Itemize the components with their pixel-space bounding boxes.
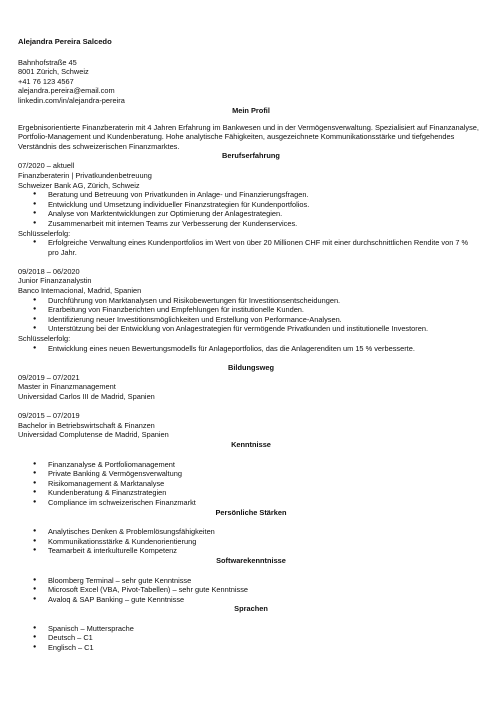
success-label: Schlüsselerfolg: [18, 334, 71, 344]
list-item: ● Zusammenarbeit mit internen Teams zur Verbesserung der Kundenservices. [18, 219, 484, 229]
list-item: ● Teamarbeit & interkulturelle Kompetenz [18, 546, 484, 556]
education-entry [18, 411, 484, 440]
success-list [18, 238, 484, 257]
job-company: Schweizer Bank AG, Zürich, Schweiz [18, 180, 140, 190]
success-label: Schlüsselerfolg: [18, 228, 71, 238]
job-entry [18, 161, 484, 257]
contact-linkedin: linkedin.com/in/alejandra-pereira [18, 95, 125, 105]
job-role: Finanzberaterin | Privatkundenbetreuung [18, 170, 152, 180]
strengths-heading: Persönliche Stärken [215, 507, 287, 517]
software-list [18, 576, 484, 605]
profile-heading: Mein Profil [232, 105, 270, 115]
list-item: ● Entwicklung eines neuen Bewertungsmodells für Anlageportfolios, das die Anlagerenditen um 15 % verbesserte. [18, 344, 484, 354]
education-period: 09/2019 – 07/2021 [18, 372, 80, 382]
job-tasks-list [18, 190, 484, 228]
list-item: ● Microsoft Excel (VBA, Pivot-Tabellen) – sehr gute Kenntnisse [18, 585, 484, 595]
job-company: Banco Internacional, Madrid, Spanien [18, 286, 142, 296]
list-item: ● Compliance im schweizerischen Finanzmarkt [18, 498, 484, 508]
education-degree: Bachelor in Betriebswirtschaft & Finanzen [18, 420, 155, 430]
contact-block [18, 58, 484, 106]
job-period: 07/2020 – aktuell [18, 161, 75, 171]
list-item: ● Erarbeitung von Finanzberichten und Empfehlungen für institutionelle Kunden. [18, 305, 484, 315]
job-role: Junior Finanzanalystin [18, 276, 92, 286]
list-item: ● Englisch – C1 [18, 643, 484, 653]
list-item: ● Kommunikationsstärke & Kundenorientierung [18, 537, 484, 547]
list-item: ● Finanzanalyse & Portfoliomanagement [18, 460, 484, 470]
list-item: ● Kundenberatung & Finanzstrategien [18, 488, 484, 498]
list-item: ● Erfolgreiche Verwaltung eines Kundenportfolios im Wert von über 20 Millionen CHF mit einer durchschnittlichen Rendite von 7 % pro Jahr. [18, 238, 484, 257]
contact-street: Bahnhofstraße 45 [18, 57, 77, 67]
list-item: ● Private Banking & Vermögensverwaltung [18, 469, 484, 479]
list-item: ● Identifizierung neuer Investitionsmöglichkeiten und Erstellung von Performance-Analysen. [18, 315, 484, 325]
profile-summary: Ergebnisorientierte Finanzberaterin mit 4 Jahren Erfahrung im Bankwesen und in der Vermögensverwaltung. Spezialisiert auf Finanzanalyse, Portfolio-Management und Kundenberatung. Hohe analytische Fähigkeiten, ausgezeichnete Kommunikationsstärke und tiefgehendes Verständnis des schweizerischen Finanzmarktes. [18, 122, 479, 151]
list-item: ● Unterstützung bei der Entwicklung von Anlagestrategien für vermögende Privatkunden und institutionelle Investoren. [18, 324, 484, 334]
contact-city: 8001 Zürich, Schweiz [18, 67, 89, 77]
education-school: Universidad Complutense de Madrid, Spanien [18, 430, 169, 440]
contact-email: alejandra.pereira@email.com [18, 86, 115, 96]
software-heading: Softwarekenntnisse [216, 555, 286, 565]
list-item: ● Bloomberg Terminal – sehr gute Kenntnisse [18, 576, 484, 586]
strengths-list [18, 527, 484, 556]
experience-heading: Berufserfahrung [222, 151, 280, 161]
education-heading: Bildungsweg [228, 362, 274, 372]
education-period: 09/2015 – 07/2019 [18, 411, 80, 421]
job-period: 09/2018 – 06/2020 [18, 266, 80, 276]
list-item: ● Durchführung von Marktanalysen und Risikobewertungen für Investitionsentscheidungen. [18, 296, 484, 306]
education-degree: Master in Finanzmanagement [18, 382, 116, 392]
list-item: ● Analyse von Marktentwicklungen zur Optimierung der Anlagestrategien. [18, 209, 484, 219]
job-entry [18, 267, 484, 353]
list-item: ● Beratung und Betreuung von Privatkunden in Anlage- und Finanzierungsfragen. [18, 190, 484, 200]
list-item: ● Entwicklung und Umsetzung individueller Finanzstrategien für Kundenportfolios. [18, 200, 484, 210]
list-item: ● Risikomanagement & Marktanalyse [18, 479, 484, 489]
list-item: ● Spanisch – Muttersprache [18, 624, 484, 634]
list-item: ● Avaloq & SAP Banking – gute Kenntnisse [18, 595, 484, 605]
skills-list [18, 460, 484, 508]
list-item: ● Deutsch – C1 [18, 633, 484, 643]
list-item: ● Analytisches Denken & Problemlösungsfähigkeiten [18, 527, 484, 537]
resume-page [18, 37, 484, 653]
success-list [18, 344, 484, 354]
education-entry [18, 373, 484, 402]
education-school: Universidad Carlos III de Madrid, Spanien [18, 392, 155, 401]
languages-heading: Sprachen [234, 604, 268, 614]
contact-phone: +41 76 123 4567 [18, 76, 74, 86]
candidate-name: Alejandra Pereira Salcedo [18, 37, 112, 46]
languages-list [18, 624, 484, 653]
job-tasks-list [18, 296, 484, 334]
skills-heading: Kenntnisse [231, 439, 271, 449]
